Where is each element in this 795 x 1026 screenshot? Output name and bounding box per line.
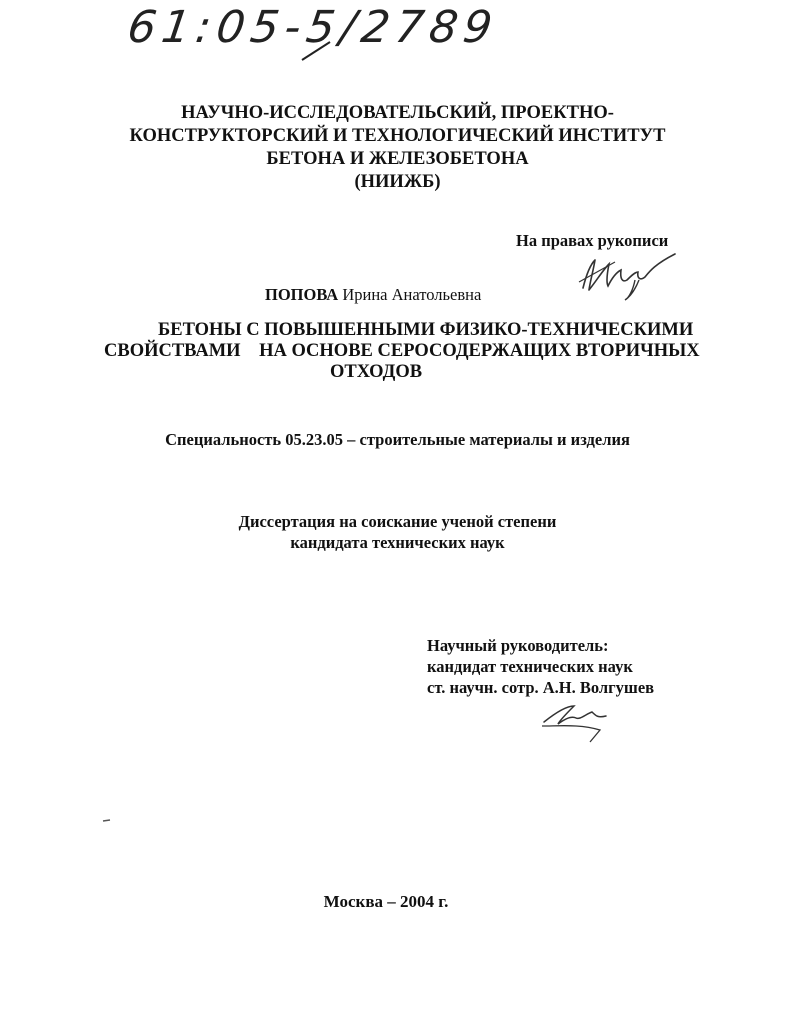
author-signature xyxy=(575,250,685,305)
supervisor-degree: кандидат технических наук xyxy=(427,657,633,676)
scan-mark xyxy=(102,818,112,824)
institute-header xyxy=(0,102,795,194)
institute-line: БЕТОНА И ЖЕЛЕЗОБЕТОНА xyxy=(266,149,529,169)
title-line: ОТХОДОВ xyxy=(330,362,423,382)
title-line: БЕТОНЫ С ПОВЫШЕННЫМИ ФИЗИКО-ТЕХНИЧЕСКИМИ xyxy=(158,320,694,340)
author-given-names: Ирина Анатольевна xyxy=(342,285,482,304)
dissertation-title xyxy=(0,320,795,390)
author-surname: ПОПОВА xyxy=(265,285,339,304)
degree-line: Диссертация на соискание ученой степени xyxy=(238,512,557,531)
degree-statement xyxy=(0,511,795,553)
specialty: Специальность 05.23.05 – строительные материалы и изделия xyxy=(165,430,630,449)
supervisor-block xyxy=(427,635,654,698)
title-line: СВОЙСТВАМИ НА ОСНОВЕ СЕРОСОДЕРЖАЩИХ ВТОРИЧНЫХ xyxy=(104,341,700,361)
institute-line: КОНСТРУКТОРСКИЙ И ТЕХНОЛОГИЧЕСКИЙ ИНСТИТУТ xyxy=(129,126,666,146)
institute-line: НАУЧНО-ИССЛЕДОВАТЕЛЬСКИЙ, ПРОЕКТНО- xyxy=(181,103,614,123)
city-year: Москва – 2004 г. xyxy=(323,892,449,911)
institute-abbreviation: (НИИЖБ) xyxy=(354,172,441,192)
degree-line: кандидата технических наук xyxy=(290,533,505,552)
supervisor-label: Научный руководитель: xyxy=(427,636,609,655)
supervisor-name: ст. научн. сотр. А.Н. Волгушев xyxy=(427,678,655,697)
author-name xyxy=(265,285,481,305)
manuscript-note: На правах рукописи xyxy=(516,231,669,250)
catalog-number-underline xyxy=(300,40,340,70)
supervisor-signature xyxy=(540,700,620,745)
catalog-number: 61:05-5/2789 xyxy=(124,2,502,53)
